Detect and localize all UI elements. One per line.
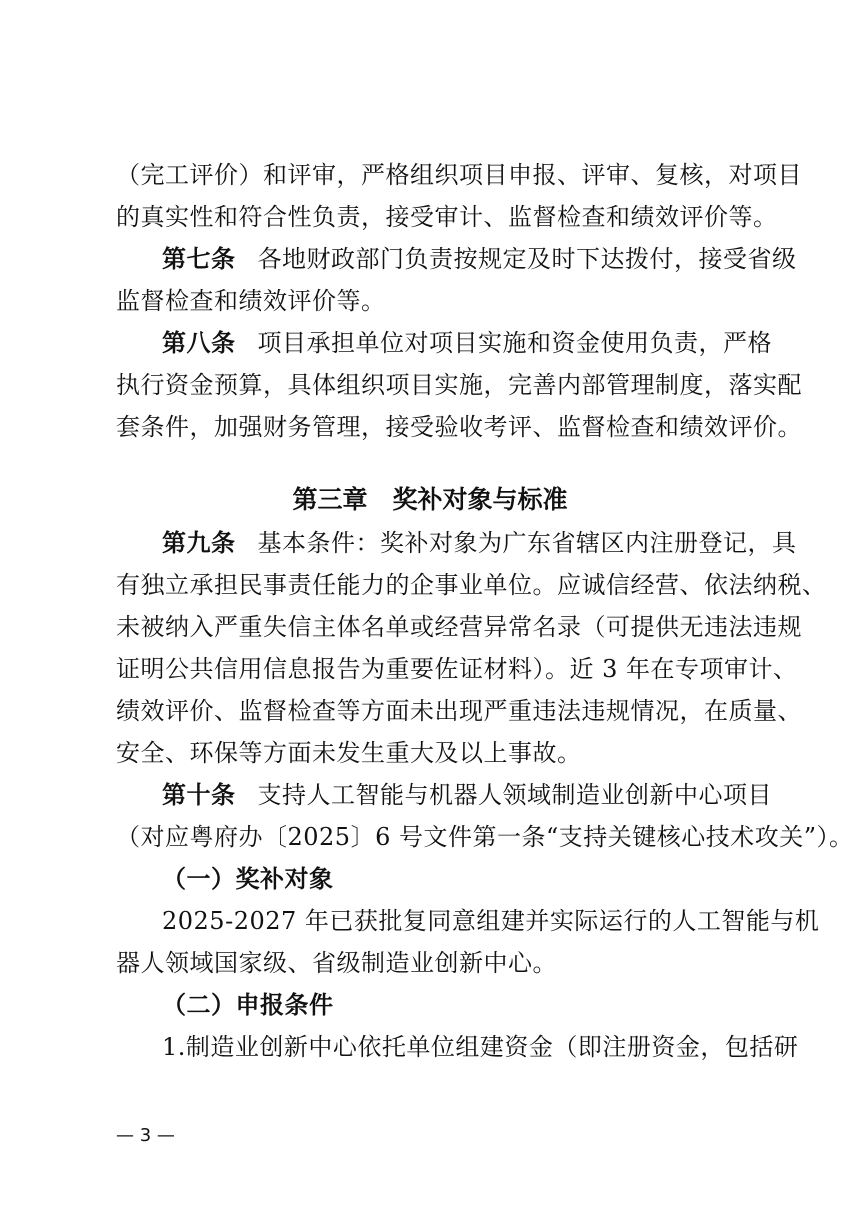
article-7-line-2: 监督检查和绩效评价等。 bbox=[116, 287, 386, 315]
article-8-line-2: 执行资金预算，具体组织项目实施，完善内部管理制度，落实配 bbox=[116, 371, 802, 399]
article-10-label: 第十条 bbox=[162, 781, 236, 809]
chapter-3-heading: 第三章 奖补对象与标准 bbox=[292, 485, 568, 514]
article-9-line-1 bbox=[162, 522, 797, 564]
section-2-title: （二）申报条件 bbox=[162, 990, 334, 1019]
article-9-line-6: 安全、环保等方面未发生重大及以上事故。 bbox=[116, 739, 582, 767]
section-2-line-1: 1.制造业创新中心依托单位组建资金（即注册资金，包括研 bbox=[162, 1033, 799, 1061]
article-7-line-1 bbox=[162, 238, 797, 280]
article-10-text: 支持人工智能与机器人领域制造业创新中心项目 bbox=[257, 781, 772, 809]
section-1-line-1: 2025-2027 年已获批复同意组建并实际运行的人工智能与机 bbox=[162, 907, 820, 935]
article-9-line-2: 有独立承担民事责任能力的企事业单位。应诚信经营、依法纳税、 bbox=[116, 571, 827, 599]
article-8-text: 项目承担单位对项目实施和资金使用负责，严格 bbox=[257, 329, 772, 357]
article-9-label: 第九条 bbox=[162, 529, 236, 557]
article-7-label: 第七条 bbox=[162, 245, 236, 273]
section-1-title: （一）奖补对象 bbox=[162, 864, 334, 893]
article-8-line-1 bbox=[162, 322, 772, 364]
page-number: — 3 — bbox=[116, 1125, 175, 1146]
article-9-line-5: 绩效评价、监督检查等方面未出现严重违法违规情况，在质量、 bbox=[116, 697, 802, 725]
article-9-text: 基本条件：奖补对象为广东省辖区内注册登记，具 bbox=[257, 529, 797, 557]
article-8-line-3: 套条件，加强财务管理，接受验收考评、监督检查和绩效评价。 bbox=[116, 413, 802, 441]
article-7-text: 各地财政部门负责按规定及时下达拨付，接受省级 bbox=[257, 245, 797, 273]
article-10-line-2: （对应粤府办〔2025〕6 号文件第一条“支持关键核心技术攻关”）。 bbox=[116, 823, 854, 851]
paragraph-p1-line-1: （完工评价）和评审，严格组织项目申报、评审、复核，对项目 bbox=[116, 161, 802, 189]
article-8-label: 第八条 bbox=[162, 329, 236, 357]
article-9-line-3: 未被纳入严重失信主体名单或经营异常名录（可提供无违法违规 bbox=[116, 613, 802, 641]
paragraph-p1-line-2: 的真实性和符合性负责，接受审计、监督检查和绩效评价等。 bbox=[116, 203, 778, 231]
section-1-line-2: 器人领域国家级、省级制造业创新中心。 bbox=[116, 949, 557, 977]
article-10-line-1 bbox=[162, 774, 772, 816]
article-9-line-4: 证明公共信用信息报告为重要佐证材料）。近 3 年在专项审计、 bbox=[116, 655, 798, 683]
